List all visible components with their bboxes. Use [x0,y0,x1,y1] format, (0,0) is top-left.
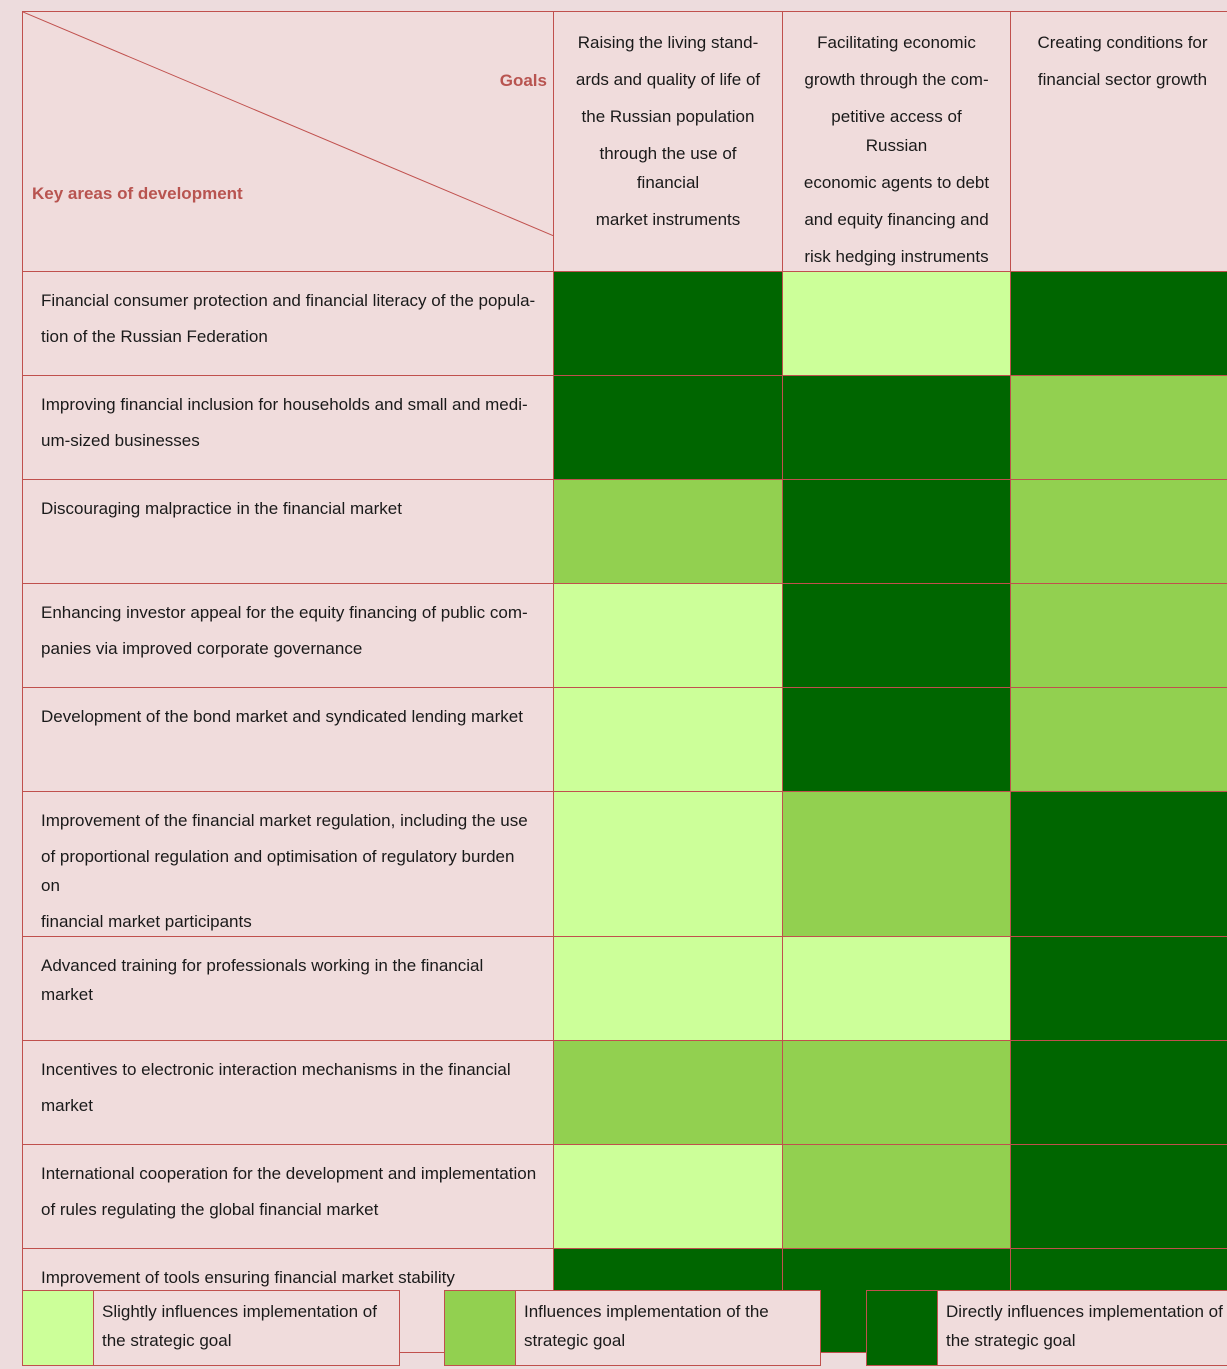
corner-header-cell [23,12,554,272]
influence-cell-financial-sector-growth-influence [1011,688,1227,792]
influence-cell-financial-sector-growth-direct [1011,1041,1227,1145]
influence-cell-financial-sector-growth-direct [1011,272,1227,376]
matrix-row [23,688,1227,792]
goals-label: Goals [499,71,547,90]
influence-cell-living-standards-slight [554,792,783,937]
influence-cell-financial-sector-growth-influence [1011,376,1227,480]
matrix-body [23,272,1227,1353]
row-label: International cooperation for the development and implementation of rules regulating the global financial market [23,1145,554,1249]
row-label: Development of the bond market and syndicated lending market [23,688,554,792]
legend-swatch-influence [445,1291,516,1365]
influence-cell-economic-growth-influence [783,1145,1011,1249]
legend-influence [444,1290,821,1366]
influence-cell-economic-growth-influence [783,1041,1011,1145]
row-label: Improving financial inclusion for households and small and medi- um-sized businesses [23,376,554,480]
goal-header-economic-growth: Facilitating economic growth through the com- petitive access of Russian economic agents to debt and equity financing and risk hedging instruments [783,12,1011,272]
matrix-row [23,376,1227,480]
influence-cell-economic-growth-direct [783,688,1011,792]
influence-cell-financial-sector-growth-influence [1011,584,1227,688]
key-areas-label: Key areas of development [32,184,243,203]
matrix-row [23,792,1227,937]
influence-cell-living-standards-direct [554,376,783,480]
row-label: Advanced training for professionals working in the financial market [23,937,554,1041]
matrix-row [23,480,1227,584]
row-label: Financial consumer protection and financial literacy of the popula- tion of the Russian Federation [23,272,554,376]
influence-cell-economic-growth-direct [783,584,1011,688]
matrix-row [23,937,1227,1041]
influence-cell-financial-sector-growth-influence [1011,480,1227,584]
influence-cell-economic-growth-direct [783,376,1011,480]
influence-cell-financial-sector-growth-direct [1011,937,1227,1041]
matrix-row [23,584,1227,688]
influence-cell-living-standards-slight [554,1145,783,1249]
matrix-row [23,1145,1227,1249]
legend-slight [22,1290,400,1366]
row-label: Improvement of tools ensuring financial market stability [23,1249,554,1353]
matrix-row [23,1041,1227,1145]
influence-cell-economic-growth-direct [783,480,1011,584]
legend-text-slight: Slightly influences implementation of the strategic goal [102,1302,377,1350]
legend-swatch-slight [23,1291,94,1365]
influence-cell-economic-growth-slight [783,937,1011,1041]
matrix-row [23,272,1227,376]
legend-direct [866,1290,1227,1366]
row-label: Enhancing investor appeal for the equity financing of public com- panies via improved corporate governance [23,584,554,688]
influence-cell-living-standards-influence [554,480,783,584]
influence-cell-living-standards-direct [554,272,783,376]
influence-cell-living-standards-slight [554,937,783,1041]
legend-swatch-direct [867,1291,938,1365]
influence-cell-financial-sector-growth-direct [1011,792,1227,937]
influence-matrix-table [22,11,1227,1353]
influence-cell-economic-growth-slight [783,272,1011,376]
influence-cell-living-standards-slight [554,688,783,792]
legend-text-direct: Directly influences implementation of the strategic goal [946,1302,1223,1350]
goal-header-financial-sector-growth: Creating conditions for financial sector growth [1011,12,1227,272]
legend-text-influence: Influences implementation of the strategic goal [524,1302,769,1350]
goal-header-living-standards: Raising the living stand- ards and quality of life of the Russian population through the use of financial market instruments [554,12,783,272]
row-label: Improvement of the financial market regulation, including the use of proportional regulation and optimisation of regulatory burden on financial market participants [23,792,554,937]
row-label: Incentives to electronic interaction mechanisms in the financial market [23,1041,554,1145]
influence-cell-financial-sector-growth-direct [1011,1145,1227,1249]
row-label: Discouraging malpractice in the financial market [23,480,554,584]
influence-cell-living-standards-influence [554,1041,783,1145]
influence-cell-living-standards-slight [554,584,783,688]
influence-cell-economic-growth-influence [783,792,1011,937]
header-row [23,12,1227,272]
